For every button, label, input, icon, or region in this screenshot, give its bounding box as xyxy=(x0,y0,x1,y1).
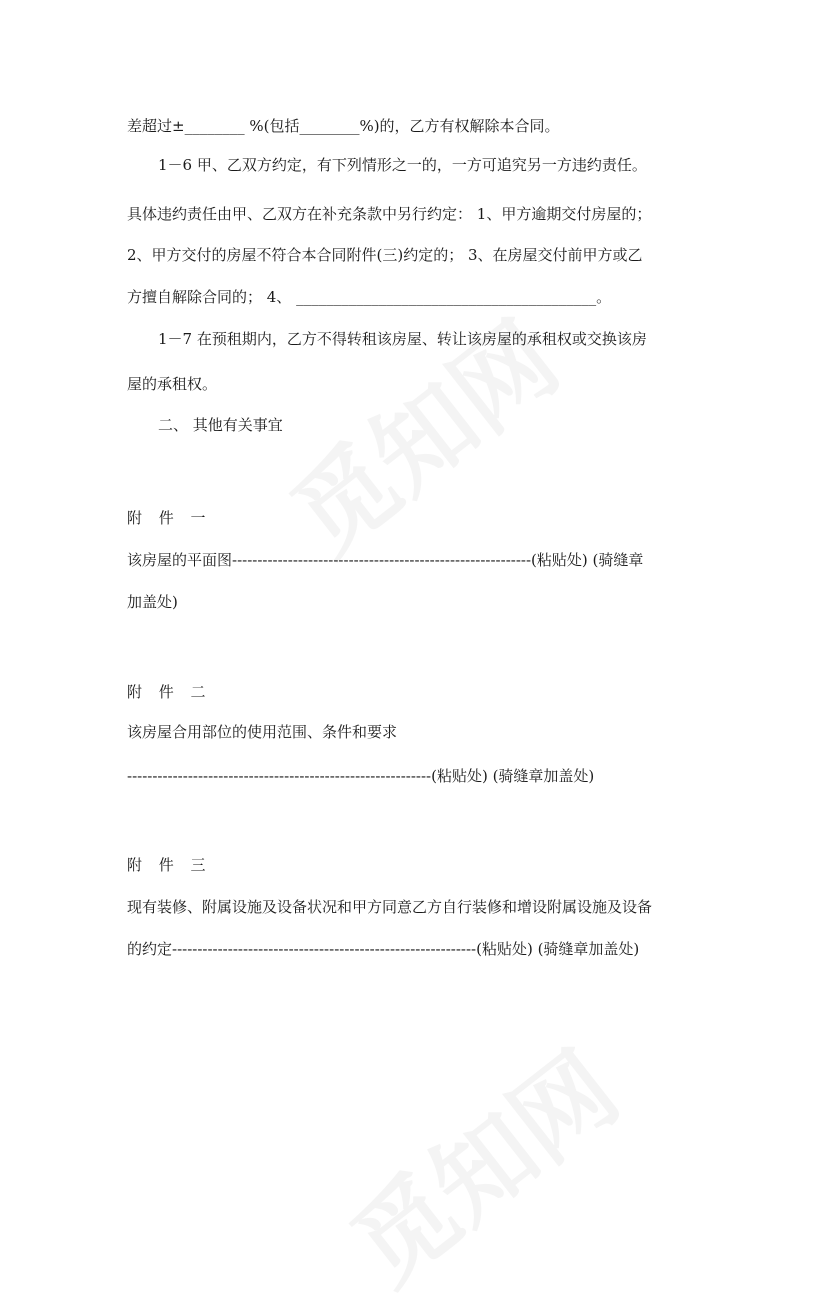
appendix-1-line-2: 加盖处) xyxy=(127,593,178,611)
clause-1-6-line-2: 具体违约责任由甲、乙双方在补充条款中另行约定： 1、甲方逾期交付房屋的； xyxy=(127,205,652,223)
clause-1-6-line-4: 方擅自解除合同的； 4、 ________________________________________。 xyxy=(127,288,612,306)
appendix-2-line-2: ------------------------------------------------------------(粘贴处) (骑缝章加盖处) xyxy=(127,767,595,785)
watermark-bottom xyxy=(317,1013,642,1311)
clause-1-7-line-1: 1－7 在预租期内，乙方不得转租该房屋、转让该房屋的承租权或交换该房 xyxy=(158,330,647,348)
appendix-2-line-1: 该房屋合用部位的使用范围、条件和要求 xyxy=(127,723,398,741)
section-2-title: 二、 其他有关事宜 xyxy=(158,416,283,434)
appendix-1-heading: 附 件 一 xyxy=(127,509,212,527)
appendix-3-heading: 附 件 三 xyxy=(127,856,212,874)
appendix-3-line-1: 现有装修、附属设施及设备状况和甲方同意乙方自行装修和增设附属设施及设备 xyxy=(127,898,653,916)
clause-1-7-line-2: 屋的承租权。 xyxy=(127,375,218,393)
appendix-3-line-2: 的约定------------------------------------------------------------(粘贴处) (骑缝章加盖处) xyxy=(127,940,640,958)
watermark xyxy=(257,283,582,581)
clause-line-1: 差超过±________ %(包括________%)的，乙方有权解除本合同。 xyxy=(127,117,560,135)
appendix-2-heading: 附 件 二 xyxy=(127,683,212,701)
appendix-1-line-1: 该房屋的平面图-----------------------------------------------------------(粘贴处) (骑缝章 xyxy=(127,551,644,569)
clause-1-6-line-3: 2、甲方交付的房屋不符合本合同附件(三)约定的； 3、在房屋交付前甲方或乙 xyxy=(127,246,643,264)
clause-1-6-line-1: 1－6 甲、乙双方约定，有下列情形之一的，一方可追究另一方违约责任。 xyxy=(158,156,647,174)
